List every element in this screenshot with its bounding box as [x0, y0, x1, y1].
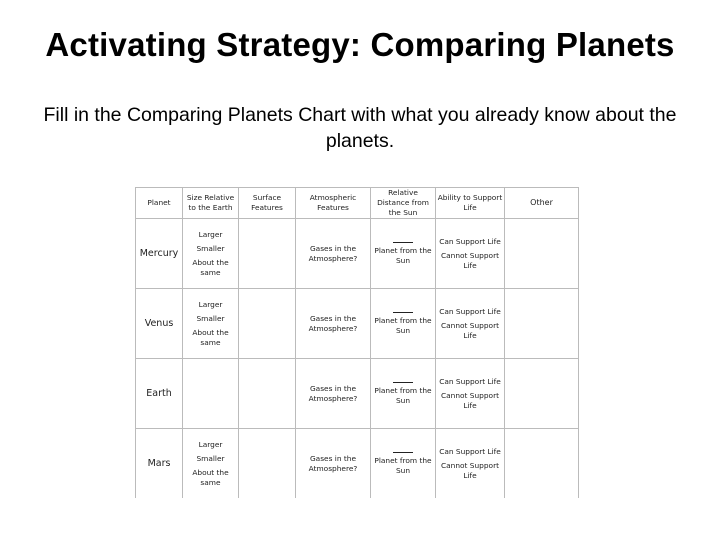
- table-row: [136, 289, 579, 359]
- distance-cell[interactable]: [371, 219, 436, 289]
- life-option-cannot: Cannot Support Life: [440, 460, 500, 480]
- atmosphere-cell[interactable]: [296, 359, 371, 429]
- table-row: [136, 359, 579, 429]
- header-surface: Surface Features: [239, 188, 296, 219]
- life-option-cannot: Cannot Support Life: [440, 390, 500, 410]
- header-row: [136, 188, 579, 219]
- size-cell[interactable]: [183, 359, 239, 429]
- other-cell[interactable]: [505, 219, 579, 289]
- planet-name: Mercury: [136, 219, 183, 289]
- size-option-smaller: Smaller: [196, 453, 225, 463]
- gases-prompt: Gases in the Atmosphere?: [308, 313, 358, 333]
- life-cell[interactable]: [436, 359, 505, 429]
- planet-name: Venus: [136, 289, 183, 359]
- distance-text: Planet from the Sun: [374, 245, 432, 265]
- header-atmosphere: Atmospheric Features: [296, 188, 371, 219]
- surface-cell[interactable]: [239, 359, 296, 429]
- atmosphere-cell[interactable]: [296, 219, 371, 289]
- atmosphere-cell[interactable]: [296, 289, 371, 359]
- distance-text: Planet from the Sun: [374, 315, 432, 335]
- life-option-cannot: Cannot Support Life: [440, 250, 500, 270]
- other-cell[interactable]: [505, 359, 579, 429]
- planet-name: Earth: [136, 359, 183, 429]
- size-option-smaller: Smaller: [196, 313, 225, 323]
- distance-text: Planet from the Sun: [374, 385, 432, 405]
- size-cell[interactable]: [183, 289, 239, 359]
- atmosphere-cell[interactable]: [296, 429, 371, 499]
- distance-cell[interactable]: [371, 359, 436, 429]
- size-option-larger: Larger: [198, 439, 223, 449]
- size-option-larger: Larger: [198, 229, 223, 239]
- gases-prompt: Gases in the Atmosphere?: [308, 453, 358, 473]
- header-life: Ability to Support Life: [436, 188, 505, 219]
- size-option-same: About the same: [192, 467, 229, 487]
- header-distance: Relative Distance from the Sun: [371, 188, 436, 219]
- size-cell[interactable]: [183, 219, 239, 289]
- size-cell[interactable]: [183, 429, 239, 499]
- gases-prompt: Gases in the Atmosphere?: [308, 383, 358, 403]
- distance-blank[interactable]: [393, 242, 413, 244]
- life-cell[interactable]: [436, 429, 505, 499]
- surface-cell[interactable]: [239, 289, 296, 359]
- gases-prompt: Gases in the Atmosphere?: [308, 243, 358, 263]
- table-row: [136, 219, 579, 289]
- life-option-cannot: Cannot Support Life: [440, 320, 500, 340]
- surface-cell[interactable]: [239, 429, 296, 499]
- distance-cell[interactable]: [371, 289, 436, 359]
- life-option-can: Can Support Life: [439, 376, 501, 386]
- distance-blank[interactable]: [393, 452, 413, 454]
- distance-cell[interactable]: [371, 429, 436, 499]
- life-cell[interactable]: [436, 289, 505, 359]
- size-option-smaller: Smaller: [196, 243, 225, 253]
- surface-cell[interactable]: [239, 219, 296, 289]
- size-option-same: About the same: [192, 257, 229, 277]
- header-planet: Planet: [136, 188, 183, 219]
- size-option-larger: Larger: [198, 299, 223, 309]
- header-size: Size Relative to the Earth: [183, 188, 239, 219]
- distance-blank[interactable]: [393, 312, 413, 314]
- life-cell[interactable]: [436, 219, 505, 289]
- other-cell[interactable]: [505, 289, 579, 359]
- distance-text: Planet from the Sun: [374, 455, 432, 475]
- distance-blank[interactable]: [393, 382, 413, 384]
- slide-subtitle: Fill in the Comparing Planets Chart with what you already know about the planets.: [43, 104, 677, 152]
- size-option-same: About the same: [192, 327, 229, 347]
- table-row: [136, 429, 579, 499]
- comparing-planets-chart: [135, 187, 579, 498]
- other-cell[interactable]: [505, 429, 579, 499]
- life-option-can: Can Support Life: [439, 446, 501, 456]
- header-other: Other: [505, 188, 579, 219]
- life-option-can: Can Support Life: [439, 306, 501, 316]
- slide-title: Activating Strategy: Comparing Planets: [45, 26, 675, 63]
- planet-name: Mars: [136, 429, 183, 499]
- life-option-can: Can Support Life: [439, 236, 501, 246]
